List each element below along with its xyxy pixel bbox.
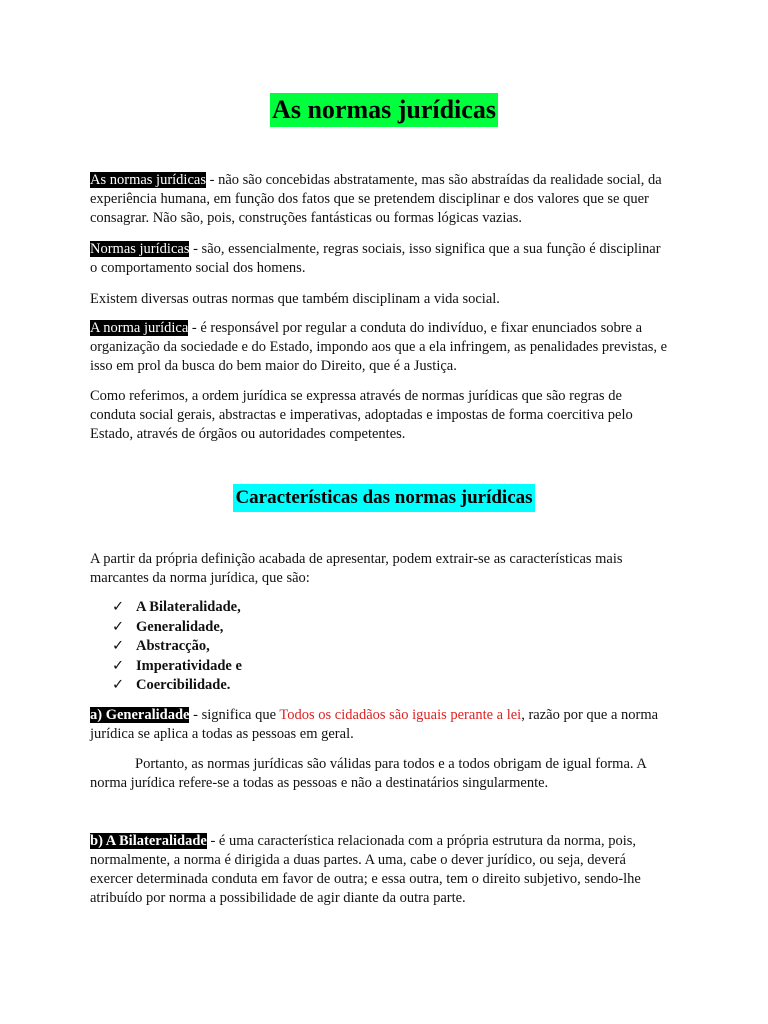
check-icon: ✓ [112,677,125,693]
check-icon: ✓ [112,618,125,635]
highlight-term: As normas jurídicas [90,172,206,188]
checklist-label: Generalidade, [136,618,224,635]
document-title: As normas jurídicas [270,93,498,127]
paragraph-9 [90,832,670,908]
check-icon: ✓ [112,599,125,615]
paragraph-5 [90,387,670,444]
paragraph-3 [90,290,670,309]
checklist-item [90,618,670,638]
red-quote: Todos os cidadãos são iguais perante a lei [279,707,522,723]
highlight-term: A norma jurídica [90,320,189,336]
paragraph-text: Existem diversas outras normas que também disciplinam a vida social. [90,291,500,307]
highlight-term: Normas jurídicas [90,241,190,257]
checklist-label: Coercibilidade. [136,677,231,693]
checklist-item [90,676,670,696]
paragraph-8 [90,755,670,793]
checklist-item [90,598,670,618]
paragraph-text: - é responsável por regular a conduta do indivíduo, e fixar enunciados sobre a organização da sociedade e do Estado, impondo aos que a ela infringem, as penalidades previstas, e isso em prol da busca do bem maior do Direito, que é a Justiça. [90,320,668,374]
paragraph-7 [90,706,670,744]
check-icon: ✓ [112,638,125,654]
paragraph-text: - são, essencialmente, regras sociais, isso significa que a sua função é disciplinar o comportamento social dos homens. [90,241,661,276]
checklist-item [90,657,670,677]
title-container [0,93,768,127]
check-icon: ✓ [112,657,125,674]
paragraph-4 [90,319,670,376]
checklist-item [90,637,670,657]
checklist-label: A Bilateralidade, [136,599,241,615]
paragraph-1 [90,171,670,228]
paragraph-text: - é uma característica relacionada com a própria estrutura da norma, pois, normalmente, a norma é dirigida a duas partes. A uma, cabe o dever jurídico, ou seja, deverá exercer determinada conduta em favor de outra; e essa outra, tem o direito subjetivo, sendo-lhe atribuído por norma a possibilidade de agir diante da outra parte. [90,833,641,906]
section-title: Características das normas jurídicas [233,484,534,512]
checklist-label: Imperatividade e [136,657,242,674]
highlight-term: b) A Bilateralidade [90,833,207,849]
paragraph-2 [90,240,670,278]
paragraph-text: A partir da própria definição acabada de apresentar, podem extrair-se as características mais marcantes da norma jurídica, que são: [90,551,623,586]
paragraph-text: - não são concebidas abstratamente, mas são abstraídas da realidade social, da experiência humana, em função dos fatos que se pretendem disciplinar e dos valores que se quer consagrar. Não são, pois, construções fantásticas ou formas lógicas vazias. [90,172,662,226]
paragraph-text: Como referimos, a ordem jurídica se expressa através de normas jurídicas que são regras de conduta social gerais, abstractas e imperativas, adoptadas e impostas de forma coercitiva pelo Estado, através de órgãos ou autoridades competentes. [90,388,633,442]
paragraph-text: Portanto, as normas jurídicas são válidas para todos e a todos obrigam de igual forma. A norma jurídica refere-se a todas as pessoas e não a destinatários singularmente. [90,756,647,791]
characteristics-list [90,598,670,696]
paragraph-text: - significa que [189,707,280,723]
checklist-label: Abstracção, [136,638,210,654]
paragraph-6 [90,550,670,588]
paragraph-text: , razão por que a norma jurídica se aplica a todas as pessoas em geral. [90,707,659,742]
highlight-term: a) Generalidade [90,707,190,723]
subtitle-container [0,484,768,512]
